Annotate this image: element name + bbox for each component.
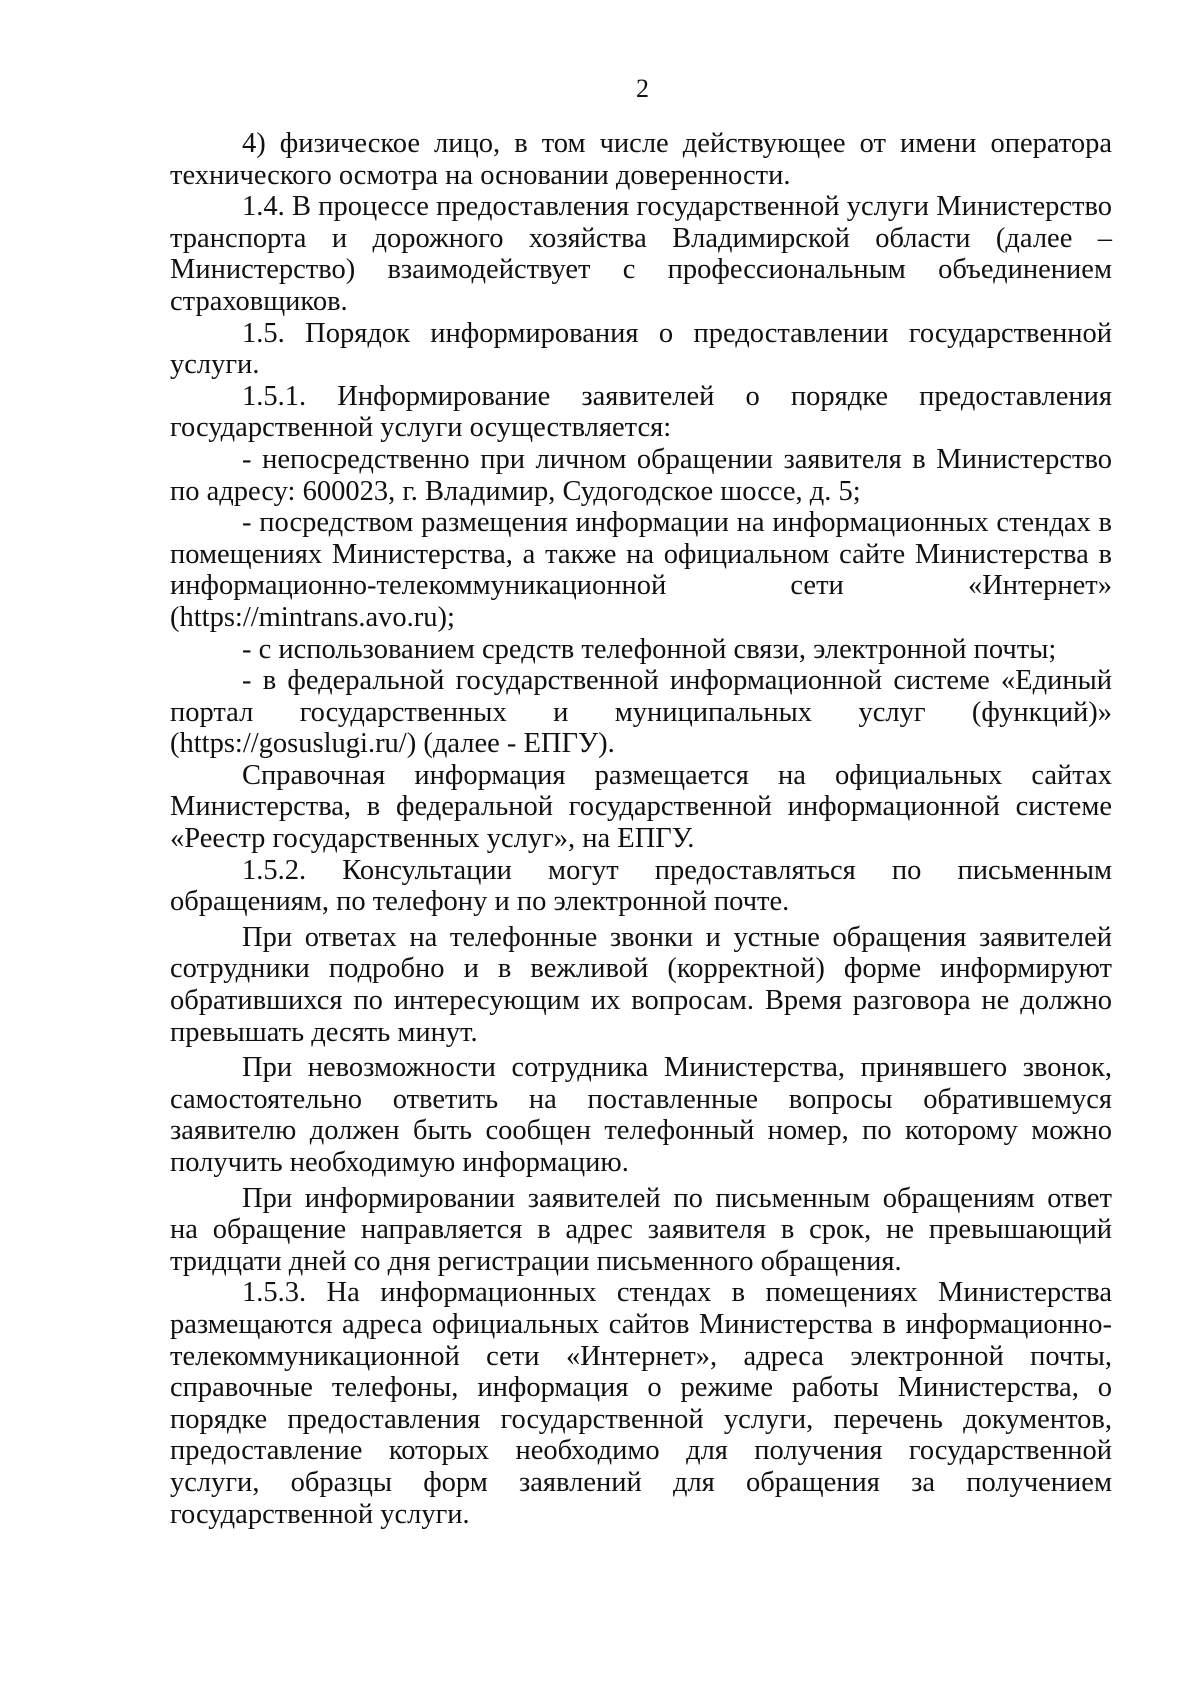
paragraph-reference-info: Справочная информация размещается на официальных сайтах Министерства, в федеральной государственной информационной системе «Реестр государственных услуг», на ЕПГУ. [170,759,1112,855]
list-item-in-person: - непосредственно при личном обращении заявителя в Министерство по адресу: 600023, г. Владимир, Судогодское шоссе, д. 5; [170,443,1112,507]
paragraph-operator-individual: 4) физическое лицо, в том числе действующее от имени оператора технического осмотра на основании доверенности. [170,128,1112,191]
paragraph-1-5: 1.5. Порядок информирования о предоставлении государственной услуги. [170,317,1112,381]
paragraph-1-5-1: 1.5.1. Информирование заявителей о порядке предоставления государственной услуги осуществляется: [170,380,1112,444]
paragraph-1-4: 1.4. В процессе предоставления государственной услуги Министерство транспорта и дорожного хозяйства Владимирской области (далее – Министерство) взаимодействует с профессиональным объединением страховщиков. [170,191,1112,317]
paragraph-unable-to-answer: При невозможности сотрудника Министерства, принявшего звонок, самостоятельно ответить на поставленные вопросы обратившемуся заявителю должен быть сообщен телефонный номер, по которому можно получить необходимую информацию. [170,1052,1112,1178]
page-number: 2 [636,74,649,103]
document-body [170,128,1112,1530]
paragraph-written-requests: При информировании заявителей по письменным обращениям ответ на обращение направляется в адрес заявителя в срок, не превышающий тридцати дней со дня регистрации письменного обращения. [170,1182,1112,1277]
paragraph-phone-answers: При ответах на телефонные звонки и устные обращения заявителей сотрудники подробно и в вежливой (корректной) форме информируют обратившихся по интересующим их вопросам. Время разговора не должно превышать десять минут. [170,921,1112,1048]
list-item-epgu: - в федеральной государственной информационной системе «Единый портал государственных и муниципальных услуг (функций)» (https://gosuslugi.ru/) (далее - ЕПГУ). [170,665,1112,760]
paragraph-1-5-3: 1.5.3. На информационных стендах в помещениях Министерства размещаются адреса официальных сайтов Министерства в информационно-телекоммуникационной сети «Интернет», адреса электронной почты, справочные телефоны, информация о режиме работы Министерства, о порядке предоставления государственной услуги, перечень документов, предоставление которых необходимо для получения государственной услуги, образцы форм заявлений для обращения за получением государственной услуги. [170,1277,1112,1530]
paragraph-1-5-2: 1.5.2. Консультации могут предоставляться по письменным обращениям, по телефону и по электронной почте. [170,854,1112,918]
list-item-phone-email: - с использованием средств телефонной связи, электронной почты; [242,633,1057,665]
list-item-stands-website: - посредством размещения информации на информационных стендах в помещениях Министерства, а также на официальном сайте Министерства в информационно-телекоммуникационной сети «Интернет» (https://mintrans.avo.ru); [170,507,1112,633]
